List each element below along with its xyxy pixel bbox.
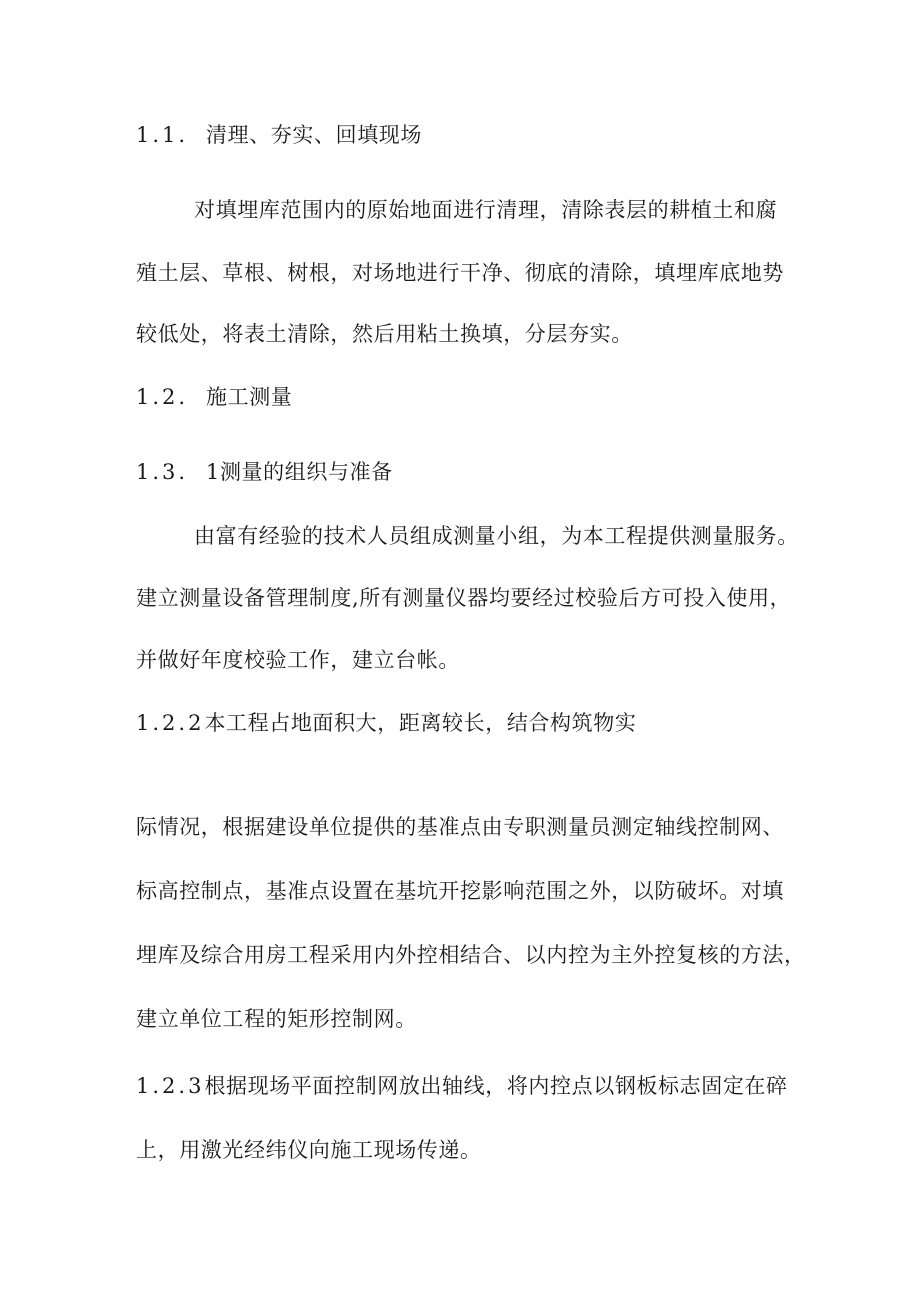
paragraph-line: 上，用激光经纬仪向施工现场传递。	[136, 1138, 482, 1162]
heading-1-2	[136, 383, 292, 411]
heading-1-2-3	[136, 1072, 788, 1100]
heading-title: 1测量的组织与准备	[206, 460, 393, 484]
paragraph-line: 标高控制点，基准点设置在基坑开挖影响范围之外，以防破坏。对填	[136, 879, 784, 903]
paragraph-line: 建立单位工程的矩形控制网。	[136, 1007, 417, 1031]
paragraph-line: 由富有经验的技术人员组成测量小组，为本工程提供测量服务。	[194, 524, 799, 548]
heading-1-1	[136, 121, 422, 149]
heading-title: 施工测量	[206, 385, 293, 409]
heading-number: 1.2.2	[136, 711, 205, 735]
paragraph-line: 埋库及综合用房工程采用内外控相结合、以内控为主外控复核的方法，	[136, 943, 806, 967]
paragraph-line: 际情况，根据建设单位提供的基准点由专职测量员测定轴线控制网、	[136, 815, 784, 839]
heading-1-3	[136, 458, 393, 486]
heading-title: 清理、夯实、回填现场	[206, 123, 422, 147]
paragraph-line: 殖土层、草根、树根，对场地进行干净、彻底的清除，填埋库底地势	[136, 261, 784, 285]
heading-text: 根据现场平面控制网放出轴线，将内控点以钢板标志固定在碎	[204, 1074, 788, 1098]
paragraph-line: 对填埋库范围内的原始地面进行清理，清除表层的耕植土和腐	[194, 198, 778, 222]
heading-1-2-2	[136, 709, 636, 737]
heading-number: 1.1.	[136, 123, 189, 147]
heading-number: 1.3.	[136, 460, 189, 484]
paragraph-line: 较低处，将表土清除，然后用粘土换填，分层夯实。	[136, 322, 633, 346]
heading-number: 1.2.	[136, 385, 189, 409]
paragraph-line: 并做好年度校验工作，建立台帐。	[136, 648, 460, 672]
heading-number: 1.2.3	[136, 1074, 205, 1098]
heading-text: 本工程占地面积大，距离较长，结合构筑物实	[204, 711, 637, 735]
paragraph-line: 建立测量设备管理制度,所有测量仪器均要经过校验后方可投入使用，	[136, 586, 792, 610]
